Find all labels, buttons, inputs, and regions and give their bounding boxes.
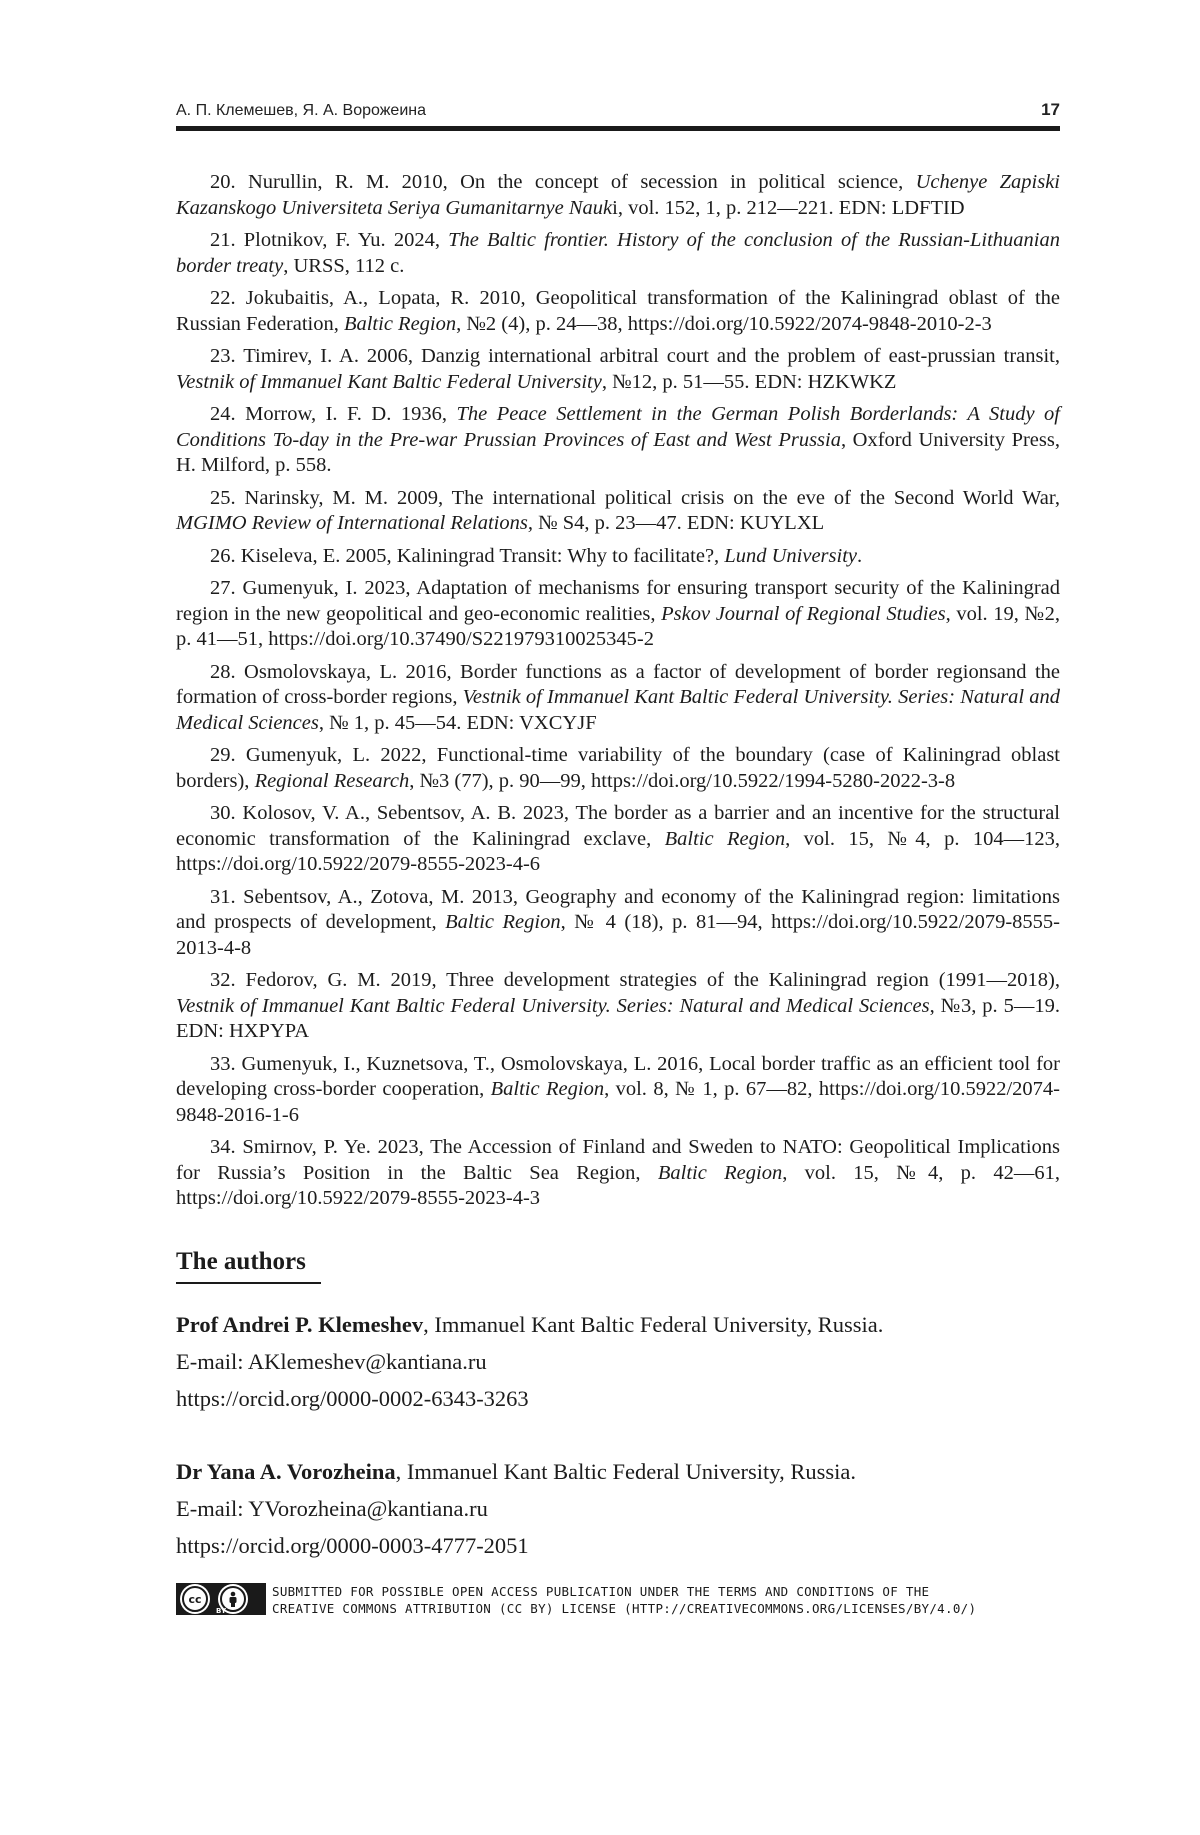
- page-number: 17: [1041, 100, 1060, 119]
- reference-item: 30. Kolosov, V. A., Sebentsov, A. B. 2023, The border as a barrier and an incentive for the structural economic transformation of the Kaliningrad exclave, Baltic Region, vol. 15, №4, p. 104—123, https://doi.org/10.5922/2079-8555-2023-4-6: [176, 802, 1060, 875]
- reference-item: 28. Osmolovskaya, L. 2016, Border functions as a factor of development of border regionsand the formation of cross-border regions, Vestnik of Immanuel Kant Baltic Federal University. Series: Natural and Medical Sciences, № 1, p. 45—54. EDN: VXCYJF: [176, 660, 1060, 734]
- reference-item: 33. Gumenyuk, I., Kuznetsova, T., Osmolovskaya, L. 2016, Local border traffic as an efficient tool for developing cross-border cooperation, Baltic Region, vol. 8, № 1, p. 67—82, https://doi.org/10.5922/2074-9848-2016-1-6: [176, 1052, 1060, 1126]
- by-label: BY: [216, 1607, 227, 1615]
- license-text: [272, 1583, 976, 1617]
- author-affiliation: , Immanuel Kant Baltic Federal University, Russia.: [423, 1312, 884, 1337]
- reference-item: 22. Jokubaitis, A., Lopata, R. 2010, Geopolitical transformation of the Kaliningrad oblast of the Russian Federation, Baltic Region, №2 (4), p. 24—38, https://doi.org/10.5922/2074-9848-2010-2-3: [176, 287, 1060, 335]
- license-line: SUBMITTED FOR POSSIBLE OPEN ACCESS PUBLICATION UNDER THE TERMS AND CONDITIONS OF THE: [272, 1584, 930, 1599]
- reference-item: 21. Plotnikov, F. Yu. 2024, The Baltic frontier. History of the conclusion of the Russian-Lithuanian border treaty, URSS, 112 с.: [176, 229, 1061, 277]
- author-affiliation: , Immanuel Kant Baltic Federal University, Russia.: [395, 1459, 856, 1484]
- author-email: E-mail: YVorozheina@kantiana.ru: [176, 1496, 488, 1521]
- reference-item: 34. Smirnov, P. Ye. 2023, The Accession of Finland and Sweden to NATO: Geopolitical Implications for Russia’s Position in the Baltic Sea Region, Baltic Region, vol. 15, №4, p. 42—61, https://doi.org/10.5922/2079-8555-2023-4-3: [176, 1136, 1060, 1209]
- running-head: [176, 100, 1060, 120]
- author-block: [176, 1306, 1060, 1417]
- author-name: Dr Yana A. Vorozheina: [176, 1459, 396, 1484]
- author-line: [176, 1306, 1060, 1343]
- running-authors: А. П. Клемешев, Я. А. Ворожеина: [176, 102, 426, 119]
- reference-item: 32. Fedorov, G. M. 2019, Three development strategies of the Kaliningrad region (1991—2018), Vestnik of Immanuel Kant Baltic Federal University. Series: Natural and Medical Sciences, №3, p. 5—19. EDN: HXPYPA: [176, 969, 1060, 1042]
- license-notice: [176, 1583, 1060, 1617]
- reference-item: 25. Narinsky, M. M. 2009, The international political crisis on the eve of the Second World War, MGIMO Review of International Relations, № S4, p. 23—47. EDN: KUYLXL: [176, 486, 1060, 534]
- license-line: CREATIVE COMMONS ATTRIBUTION (CC BY) LICENSE (HTTP://CREATIVECOMMONS.ORG/LICENSES/BY/4.0/): [272, 1601, 977, 1616]
- authors-heading: The authors: [176, 1248, 321, 1284]
- author-orcid: https://orcid.org/0000-0002-6343-3263: [176, 1386, 529, 1411]
- header-rule: [176, 126, 1060, 131]
- reference-item: 20. Nurullin, R. M. 2010, On the concept of secession in political science, Uchenye Zapiski Kazanskogo Universiteta Seriya Gumanitarnye Nauki, vol. 152, 1, p. 212—221. EDN: LDFTID: [176, 171, 1061, 219]
- reference-item: 27. Gumenyuk, I. 2023, Adaptation of mechanisms for ensuring transport security of the Kaliningrad region in the new geopolitical and geo-economic realities, Pskov Journal of Regional Studies, vol. 19, №2, p. 41—51, https://doi.org/10.37490/S221979310025345-2: [176, 577, 1060, 650]
- references-list: [176, 170, 1060, 1219]
- cc-icon: cc: [182, 1586, 208, 1612]
- reference-item: 29. Gumenyuk, L. 2022, Functional-time variability of the boundary (case of Kaliningrad oblast borders), Regional Research, №3 (77), p. 90—99, https://doi.org/10.5922/1994-5280-2022-3-8: [176, 744, 1060, 792]
- author-email: E-mail: AKlemeshev@kantiana.ru: [176, 1349, 487, 1374]
- reference-item: 23. Timirev, I. A. 2006, Danzig international arbitral court and the problem of east-prussian transit, Vestnik of Immanuel Kant Baltic Federal University, №12, p. 51—55. EDN: HZKWKZ: [176, 345, 1060, 393]
- author-block: [176, 1453, 1060, 1564]
- author-orcid: https://orcid.org/0000-0003-4777-2051: [176, 1533, 529, 1558]
- author-line: [176, 1453, 1060, 1490]
- cc-by-badge: [176, 1583, 266, 1615]
- reference-item: 24. Morrow, I. F. D. 1936, The Peace Settlement in the German Polish Borderlands: A Study of Conditions To-day in the Pre-war Prussian Provinces of East and West Prussia, Oxford University Press, H. Milford, p. 558.: [176, 403, 1061, 476]
- reference-item: 26. Kiseleva, E. 2005, Kaliningrad Transit: Why to facilitate?, Lund University.: [210, 544, 863, 567]
- reference-item: 31. Sebentsov, A., Zotova, M. 2013, Geography and economy of the Kaliningrad region: limitations and prospects of development, Baltic Region, № 4 (18), p. 81—94, https://doi.org/10.5922/2079-8555-2013-4-8: [176, 885, 1060, 959]
- author-name: Prof Andrei P. Klemeshev: [176, 1312, 424, 1337]
